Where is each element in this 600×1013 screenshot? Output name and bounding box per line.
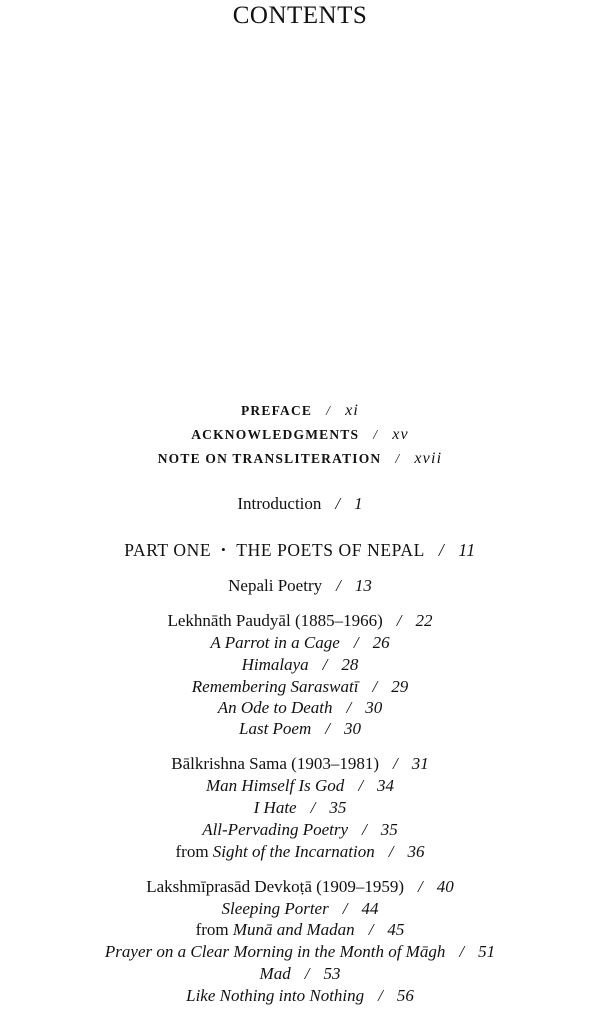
separator: / [325, 719, 330, 738]
toc-entry-poem[interactable] [0, 655, 600, 675]
separator: / [358, 776, 364, 795]
entry-label: Introduction [237, 494, 322, 513]
part-label: PART ONE [124, 540, 212, 560]
poem-prefix: from [195, 920, 229, 939]
poem-title: I Hate [253, 798, 297, 817]
separator: / [310, 798, 316, 817]
part-subtitle: THE POETS OF NEPAL [236, 540, 425, 560]
page-number: 30 [365, 698, 383, 717]
toc-entry-acknowledgments[interactable] [0, 425, 600, 445]
toc-entry-nepali-poetry[interactable] [0, 576, 600, 596]
separator: / [342, 899, 348, 918]
poem-prefix: from [175, 842, 209, 861]
page-number: 29 [391, 677, 409, 696]
page-number: 35 [380, 820, 398, 839]
separator: / [336, 576, 341, 595]
toc-entry-poem[interactable] [0, 942, 600, 962]
poem-title: Prayer on a Clear Morning in the Month of Māgh [104, 942, 446, 961]
toc-entry-poem[interactable] [0, 842, 600, 862]
separator: / [326, 403, 332, 418]
toc-entry-poem[interactable] [0, 633, 600, 653]
separator: / [372, 677, 378, 696]
separator: / [396, 611, 402, 630]
toc-entry-poet[interactable] [0, 877, 600, 897]
separator: / [346, 698, 352, 717]
toc-entry-poem[interactable] [0, 698, 600, 718]
separator: / [304, 964, 310, 983]
page-number: xv [392, 426, 409, 443]
poem-title: Munā and Madan [232, 920, 355, 939]
toc-entry-poem[interactable] [0, 719, 600, 739]
separator: / [362, 820, 367, 839]
page-number: 44 [361, 899, 379, 918]
page-number: 36 [407, 842, 425, 861]
page-number: 45 [387, 920, 405, 939]
entry-label: NOTE ON TRANSLITERATION [157, 451, 382, 466]
poem-title: Himalaya [241, 655, 309, 674]
separator: / [393, 754, 398, 773]
toc-entry-poem[interactable] [0, 820, 600, 840]
separator: / [373, 427, 379, 442]
poem-title: Like Nothing into Nothing [186, 986, 365, 1005]
page-number: 11 [458, 540, 476, 560]
toc-entry-poem[interactable] [0, 776, 600, 796]
entry-label: ACKNOWLEDGMENTS [191, 427, 360, 442]
separator: / [378, 986, 383, 1005]
toc-entry-poem[interactable] [0, 677, 600, 697]
separator: / [335, 494, 341, 513]
page-number: 22 [415, 611, 433, 630]
poem-title: Remembering Saraswatī [191, 677, 359, 696]
page-number: 26 [372, 633, 390, 652]
page-number: 35 [329, 798, 347, 817]
separator: / [388, 842, 394, 861]
page-number: 13 [354, 576, 372, 595]
separator: / [322, 655, 328, 674]
poet-name: Lekhnāth Paudyāl (1885–1966) [167, 611, 383, 630]
poet-name: Lakshmīprasād Devkoṭā (1909–1959) [146, 877, 405, 896]
toc-entry-poet[interactable] [0, 754, 600, 774]
separator: / [395, 451, 401, 466]
toc-entry-poem[interactable] [0, 920, 600, 940]
page-number: 56 [396, 986, 414, 1005]
bullet-separator: • [221, 542, 227, 557]
separator: / [438, 540, 445, 560]
page-number: 34 [377, 776, 395, 795]
poem-title: Last Poem [239, 719, 312, 738]
toc-part-one[interactable] [0, 540, 600, 560]
poem-title: An Ode to Death [217, 698, 333, 717]
page-title: CONTENTS [232, 2, 368, 29]
page-number: 30 [343, 719, 361, 738]
separator: / [368, 920, 374, 939]
poem-title: All-Pervading Poetry [202, 820, 349, 839]
separator: / [418, 877, 423, 896]
page-number: 40 [436, 877, 454, 896]
poem-title: A Parrot in a Cage [210, 633, 340, 652]
toc-entry-poet[interactable] [0, 611, 600, 631]
page-number: 51 [478, 942, 496, 961]
entry-label: Nepali Poetry [228, 576, 323, 595]
poem-title: Sleeping Porter [221, 899, 329, 918]
poem-title: Man Himself Is God [205, 776, 345, 795]
page-number: 1 [354, 494, 363, 513]
toc-entry-preface[interactable] [0, 401, 600, 421]
separator: / [459, 942, 465, 961]
toc-entry-note-on-transliteration[interactable] [0, 449, 600, 469]
page-number: xvii [414, 450, 443, 467]
page-number: 53 [323, 964, 341, 983]
poet-name: Bālkrishna Sama (1903–1981) [171, 754, 379, 773]
page-number: 31 [411, 754, 429, 773]
page-number: 28 [341, 655, 359, 674]
page-number: xi [345, 402, 360, 419]
poem-title: Sight of the Incarnation [212, 842, 375, 861]
entry-label: PREFACE [240, 403, 313, 418]
separator: / [353, 633, 359, 652]
toc-entry-poem[interactable] [0, 798, 600, 818]
toc-entry-poem[interactable] [0, 899, 600, 919]
toc-entry-poem[interactable] [0, 964, 600, 984]
poem-title: Mad [259, 964, 291, 983]
toc-entry-introduction[interactable] [0, 494, 600, 514]
toc-entry-poem[interactable] [0, 986, 600, 1006]
